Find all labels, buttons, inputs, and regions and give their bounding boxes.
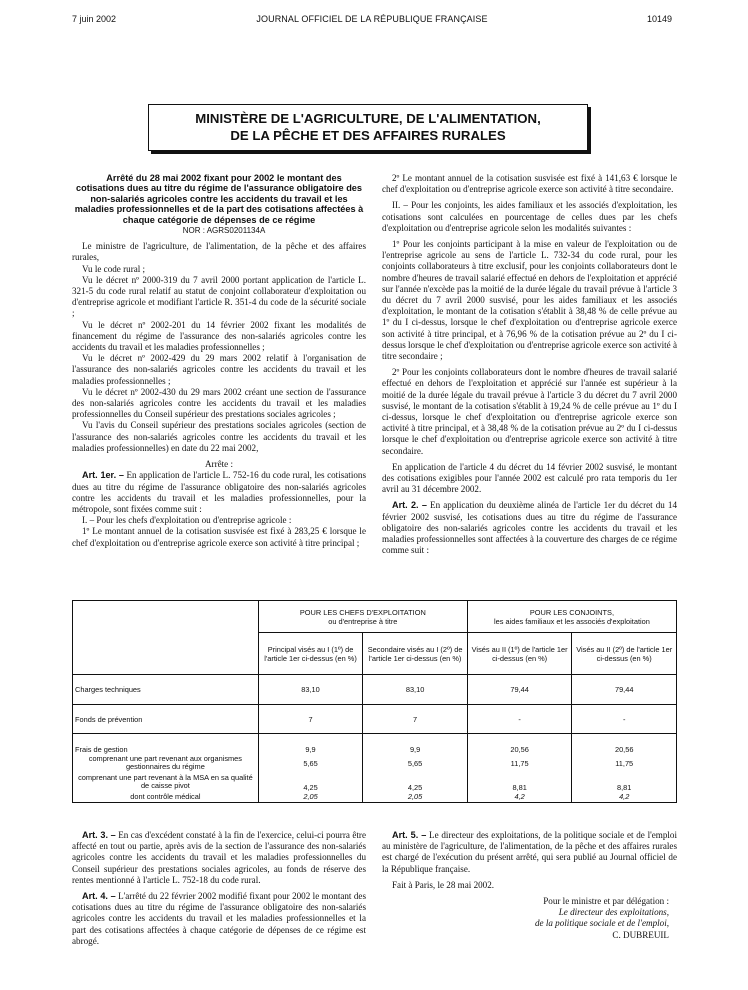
paragraph-1-2: 2º Le montant annuel de la cotisation susvisée est fixé à 141,63 € lorsque le chef d'exploitation ou d'entreprise agricole exerce son activité à titre secondaire. — [382, 173, 677, 195]
table-cell: 20,56 — [572, 734, 677, 754]
signature-title-2: de la politique sociale et de l'emploi, — [534, 918, 669, 929]
group-header-sublabel: les aides familiaux et les associés d'exploitation — [493, 616, 650, 626]
column-header: Secondaire visés au I (2º) de l'article 1er ci-dessus (en %) — [363, 633, 468, 675]
table-row — [73, 705, 677, 734]
nor-reference: NOR : AGRS0201134A — [182, 226, 266, 236]
left-column — [72, 173, 366, 549]
article-1-text: En application de l'article L. 752-16 du code rural, les cotisations dues au titre du régime de l'assurance obligatoire des non-salariés agricoles contre les accidents du travail et les maladies professionnelles, pour la métropole, sont fixées comme suit : — [72, 470, 366, 514]
table-cell: 7 — [258, 705, 363, 734]
article-5 — [382, 830, 677, 875]
row-label: Fonds de prévention — [73, 705, 259, 734]
arrete-heading: Arrête : — [204, 459, 234, 470]
right-column — [382, 173, 677, 557]
table-cell: 79,44 — [467, 675, 572, 705]
article-4 — [72, 891, 366, 947]
table-row — [73, 675, 677, 705]
ministry-title-box — [148, 104, 588, 151]
allocation-table — [72, 600, 677, 803]
preamble-paragraph: Le ministre de l'agriculture, de l'alimentation, de la pêche et des affaires rurales, — [72, 241, 366, 263]
paragraph-2-2: 2º Pour les conjoints collaborateurs dont le nombre d'heures de travail salarié effectué en dehors de l'exploitation et apprécié sur l'année est supérieur à la moitié de la durée légale du travail prévue à l'article 3 du décret du 7 avril 2000 susvisé, le montant de la cotisation s'établit à 19,24 % de celle prévue au 1º du I ci-dessus, lorsque le chef d'exploitation ou d'entreprise agricole exerce son activité à titre principal, et à 38,48 % de la cotisation prévue au 2º du I ci-dessus lorsque le chef d'exploitation ou d'entreprise agricole exerce son activité à titre secondaire. — [382, 367, 677, 456]
preamble-paragraph: Vu le décret nº 2002-429 du 29 mars 2002 relatif à l'organisation de l'assurance des non-salariés agricoles contre les accidents du travail et les maladies professionnelles ; — [72, 353, 366, 386]
preamble-paragraph: Vu le décret nº 2002-430 du 29 mars 2002 créant une section de l'assurance des non-salariés agricoles contre les accidents du travail et les maladies professionnelles du Conseil supérieur des prestations sociales agricoles ; — [72, 386, 366, 420]
table-cell: 5,65 — [258, 754, 363, 773]
table-cell: 2,05 — [363, 792, 468, 803]
table-cell: 4,25 — [258, 773, 363, 792]
table-cell: 11,75 — [572, 754, 677, 773]
prorata-paragraph: En application de l'article 4 du décret du 14 février 2002 susvisé, le montant des cotisations exigibles pour l'année 2002 est calculé pro rata temporis du 1er avril au 31 décembre 2002. — [382, 461, 677, 495]
table-cell: 83,10 — [258, 675, 363, 705]
article-3 — [72, 830, 366, 886]
article-5-text: Le directeur des exploitations, de la politique sociale et de l'emploi au ministère de l'agriculture, de l'alimentation, de la pêche et des affaires rurales est chargé de l'exécution du présent arrêté, qui sera publié au Journal officiel de la République française. — [382, 830, 678, 874]
preamble-paragraph: Vu le code rural ; — [82, 263, 146, 274]
paragraph-2-1: 1º Pour les conjoints participant à la mise en valeur de l'exploitation ou de l'entreprise agricole au sens de l'article L. 732-34 du code rural, pour les conjoints collaborateurs à titre exclusif, pour les conjoints collaborateurs dont le nombre d'heures de travail salarié effectué en dehors de l'exploitation et apprécié sur l'année n'excède pas la moitié de la durée légale du travail prévue à l'article 3 du décret du 7 avril 2000 susvisé, pour les aides familiaux et les associés d'exploitation, le montant de la cotisation s'établit à 38,48 % de celle prévue au 1º du I ci-dessus, lorsque le chef d'exploitation ou d'entreprise agricole exerce son activité à titre principal, et à 76,96 % de la cotisation prévue au 2º du I ci-dessus lorsque le chef d'exploitation ou d'entreprise agricole exerce son activité à titre secondaire ; — [382, 239, 677, 362]
article-5-label: Art. 5. – — [392, 830, 427, 840]
bottom-right-column — [382, 830, 677, 941]
decree-title: Arrêté du 28 mai 2002 fixant pour 2002 le montant des cotisations dues au titre du régime de l'assurance obligatoire des non-salariés agricoles contre les accidents du travail et les maladies professionnelles et de la part des cotisations affectées à chaque catégorie de dépenses de ce régime — [74, 173, 364, 225]
article-3-text: En cas d'excédent constaté à la fin de l'exercice, celui-ci pourra être affecté en tout ou partie, après avis de la section de l'assurance des non-salariés agricoles contre les accidents du travail et les maladies professionnelles du Conseil supérieur des prestations sociales agricoles, au fonds de réserve des rentes mentionné à l'article L. 752-18 du code rural. — [72, 830, 366, 885]
article-2-text: En application du deuxième alinéa de l'article 1er du décret du 14 février 2002 susvisé, les cotisations dues au titre du régime de l'assurance obligatoire des non-salariés agricoles contre les accidents du travail et les maladies professionnelles sont affectées à la couverture des charges de ce régime comme suit : — [382, 500, 678, 556]
ministry-line-1: MINISTÈRE DE L'AGRICULTURE, DE L'ALIMENTATION, — [195, 111, 541, 126]
table-cell: 4,2 — [572, 792, 677, 803]
table-cell: - — [572, 705, 677, 734]
table-row — [73, 792, 677, 803]
column-header: Visés au II (2º) de l'article 1er ci-dessus (en %) — [572, 633, 677, 675]
group-header-label: POUR LES CHEFS D'EXPLOITATION — [299, 607, 426, 617]
article-4-text: L'arrêté du 22 février 2002 modifié fixant pour 2002 le montant des cotisations dues au titre du régime de l'assurance obligatoire des non-salariés agricoles contre les accidents du travail et les maladies professionnelles et la part des cotisations affectées à chaque catégorie de dépenses de ce régime est abrogé. — [72, 891, 367, 946]
table-group-header-chefs — [258, 601, 467, 633]
table-group-header-conjoints — [467, 601, 676, 633]
table-cell: 2,05 — [258, 792, 363, 803]
row-label: Charges techniques — [73, 675, 259, 705]
column-header: Principal visés au I (1º) de l'article 1er ci-dessus (en %) — [258, 633, 363, 675]
table-row — [73, 754, 677, 773]
group-header-label: POUR LES CONJOINTS, — [529, 607, 615, 617]
row-label: dont contrôle médical — [73, 792, 259, 803]
table-cell: - — [467, 705, 572, 734]
row-label: Frais de gestion — [73, 734, 259, 754]
table-corner — [73, 601, 259, 675]
ministry-line-2: DE LA PÊCHE ET DES AFFAIRES RURALES — [230, 128, 506, 143]
page-header — [72, 14, 672, 28]
section-1-heading: I. – Pour les chefs d'exploitation ou d'entreprise agricole : — [82, 515, 292, 526]
group-header-sublabel: ou d'entreprise à titre — [328, 616, 398, 626]
signature-place-date: Fait à Paris, le 28 mai 2002. — [392, 879, 495, 890]
paragraph-1-1: 1º Le montant annuel de la cotisation susvisée est fixé à 283,25 € lorsque le chef d'exploitation ou d'entreprise agricole exerce son activité à titre principal ; — [72, 526, 366, 548]
table-cell: 83,10 — [363, 675, 468, 705]
preamble-paragraph: Vu le décret nº 2002-201 du 14 février 2002 fixant les modalités de financement du régime de l'assurance des non-salariés agricoles contre les accidents du travail et les maladies professionnelles ; — [72, 319, 366, 353]
table-cell: 9,9 — [363, 734, 468, 754]
table-cell: 11,75 — [467, 754, 572, 773]
signature-delegation: Pour le ministre et par délégation : — [543, 896, 669, 907]
article-3-label: Art. 3. – — [82, 830, 116, 840]
table-cell: 5,65 — [363, 754, 468, 773]
article-2-label: Art. 2. – — [392, 500, 427, 511]
table-cell: 7 — [363, 705, 468, 734]
preamble-paragraph: Vu le décret nº 2000-319 du 7 avril 2000 portant application de l'article L. 321-5 du code rural relatif au statut de conjoint collaborateur d'exploitation ou d'entreprise agricole et modifiant l'article R. 351-4 du code de la sécurité sociale ; — [72, 274, 366, 319]
article-1-label: Art. 1er. – — [82, 470, 124, 481]
table-cell: 20,56 — [467, 734, 572, 754]
table-cell: 4,25 — [363, 773, 468, 792]
signatory-name: C. DUBREUIL — [612, 929, 669, 940]
bottom-left-column — [72, 830, 366, 947]
article-2 — [382, 500, 677, 556]
header-journal-title: JOURNAL OFFICIEL DE LA RÉPUBLIQUE FRANÇAISE — [256, 14, 488, 24]
header-page-number: 10149 — [646, 14, 672, 24]
header-date: 7 juin 2002 — [72, 14, 117, 24]
article-1 — [72, 470, 366, 515]
table-cell: 8,81 — [572, 773, 677, 792]
row-label: comprenant une part revenant à la MSA en sa qualité de caisse pivot — [73, 773, 259, 792]
table-cell: 4,2 — [467, 792, 572, 803]
row-label: comprenant une part revenant aux organismes gestionnaires du régime — [73, 754, 259, 773]
table-row — [73, 734, 677, 754]
table-cell: 79,44 — [572, 675, 677, 705]
column-header: Visés au II (1º) de l'article 1er ci-dessus (en %) — [467, 633, 572, 675]
signature-title-1: Le directeur des exploitations, — [558, 907, 669, 918]
table-cell: 9,9 — [258, 734, 363, 754]
article-4-label: Art. 4. – — [82, 891, 116, 902]
table-row — [73, 773, 677, 792]
preamble-paragraph: Vu l'avis du Conseil supérieur des prestations sociales agricoles (section de l'assurance des non-salariés agricoles contre les accidents du travail et les maladies professionnelles) en date du 22 mai 2002, — [72, 420, 366, 453]
section-2-heading: II. – Pour les conjoints, les aides familiaux et les associés d'exploitation, les cotisations sont calculées en pourcentage de celles dues par les chefs d'exploitation ou d'entreprise agricole selon les modalités suivantes : — [382, 200, 677, 233]
table-cell: 8,81 — [467, 773, 572, 792]
